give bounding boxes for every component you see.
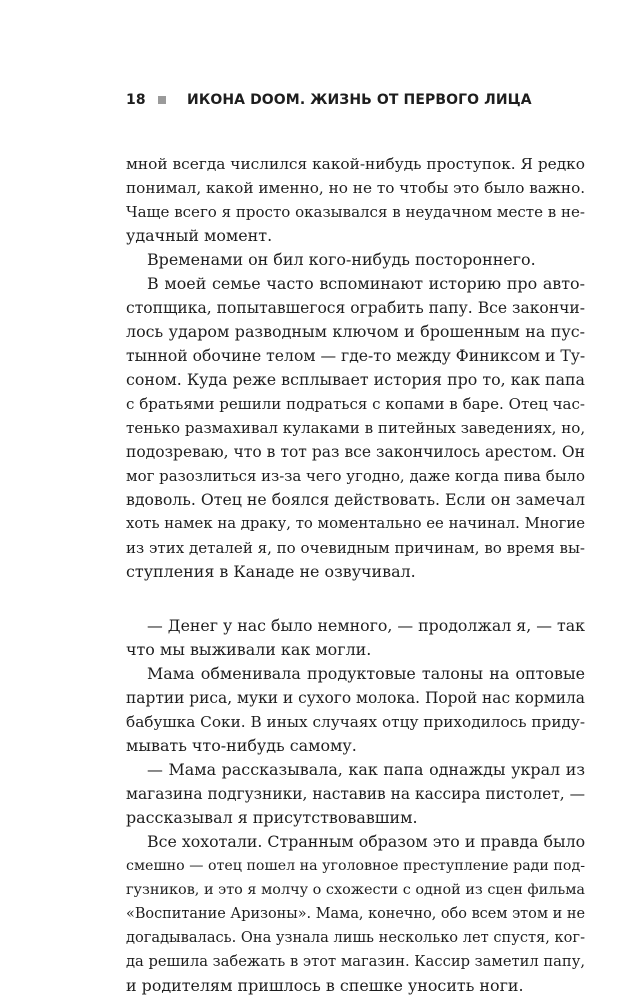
- text-line: Мама обменивала продуктовые талоны на оптовые: [147, 664, 585, 683]
- text-line: вдоволь. Отец не боялся действовать. Если он замечал: [126, 490, 585, 509]
- text-line: ступления в Канаде не озвучивал.: [126, 562, 416, 581]
- text-line: догадывалась. Она узнала лишь несколько лет спустя, ког-: [126, 929, 585, 946]
- text-line: да решила забежать в этот магазин. Кассир заметил папу,: [126, 953, 585, 970]
- paragraph: [126, 272, 585, 584]
- text-line: — Денег у нас было немного, — продолжал я, — так: [147, 616, 585, 635]
- text-line: тенько размахивал кулаками в питейных заведениях, но,: [126, 419, 586, 437]
- page-number: 18: [126, 92, 146, 108]
- text-line: мывать что-нибудь самому.: [126, 736, 357, 755]
- text-line: мной всегда числился какой-нибудь проступок. Я редко: [126, 155, 585, 173]
- text-line: из этих деталей я, по очевидным причинам, во время вы-: [126, 539, 585, 557]
- paragraph: [126, 830, 585, 998]
- text-line: понимал, какой именно, но не то чтобы это было важно.: [126, 179, 586, 197]
- text-line: Чаще всего я просто оказывался в неудачном месте в не-: [126, 203, 585, 221]
- text-line: соном. Куда реже всплывает история про то, как папа: [126, 370, 585, 389]
- text-line: Все хохотали. Странным образом это и правда было: [147, 832, 586, 851]
- text-line: тынной обочине телом — где-то между Финиксом и Ту-: [126, 347, 586, 365]
- text-line: мог разозлиться из-за чего угодно, даже когда пива было: [126, 467, 585, 485]
- text-line: — Мама рассказывала, как папа однажды украл из: [147, 760, 585, 779]
- text-line: Временами он бил кого-нибудь постороннего.: [147, 250, 536, 269]
- text-line: партии риса, муки и сухого молока. Порой нас кормила: [126, 689, 585, 707]
- text-line: «Воспитание Аризоны». Мама, конечно, обо всем этом и не: [126, 906, 585, 922]
- body-text: [126, 152, 585, 998]
- text-line: и родителям пришлось в спешке уносить ноги.: [126, 976, 524, 995]
- section-gap: [126, 584, 585, 614]
- text-line: рассказывал я присутствовавшим.: [126, 808, 418, 827]
- text-line: удачный момент.: [126, 226, 273, 245]
- paragraph: [126, 248, 585, 272]
- text-line: с братьями решили подраться с копами в баре. Отец час-: [126, 395, 585, 413]
- text-line: подозреваю, что в тот раз все закончилось арестом. Он: [126, 443, 585, 461]
- text-line: лось ударом разводным ключом и брошенным на пус-: [126, 322, 585, 341]
- text-line: гузников, и это я молчу о схожести с одной из сцен фильма: [126, 882, 585, 898]
- paragraph: [126, 758, 585, 830]
- text-line: В моей семье часто вспоминают историю про авто-: [147, 274, 585, 293]
- text-line: магазина подгузники, наставив на кассира пистолет, —: [126, 785, 585, 803]
- paragraph: [126, 614, 585, 662]
- text-line: хоть намек на драку, то моментально ее начинал. Многие: [126, 515, 585, 532]
- paragraph: [126, 662, 585, 758]
- book-title: ИКОНА DOOM. ЖИЗНЬ ОТ ПЕРВОГО ЛИЦА: [187, 92, 532, 108]
- text-line: смешно — отец пошел на уголовное преступление ради под-: [126, 858, 586, 874]
- square-bullet-icon: [158, 96, 166, 104]
- text-line: стопщика, попытавшегося ограбить папу. Все закончи-: [126, 299, 585, 317]
- text-line: что мы выживали как могли.: [126, 640, 372, 659]
- text-line: бабушка Соки. В иных случаях отцу приходилось приду-: [126, 713, 586, 731]
- running-head: [126, 89, 586, 111]
- paragraph: [126, 152, 585, 248]
